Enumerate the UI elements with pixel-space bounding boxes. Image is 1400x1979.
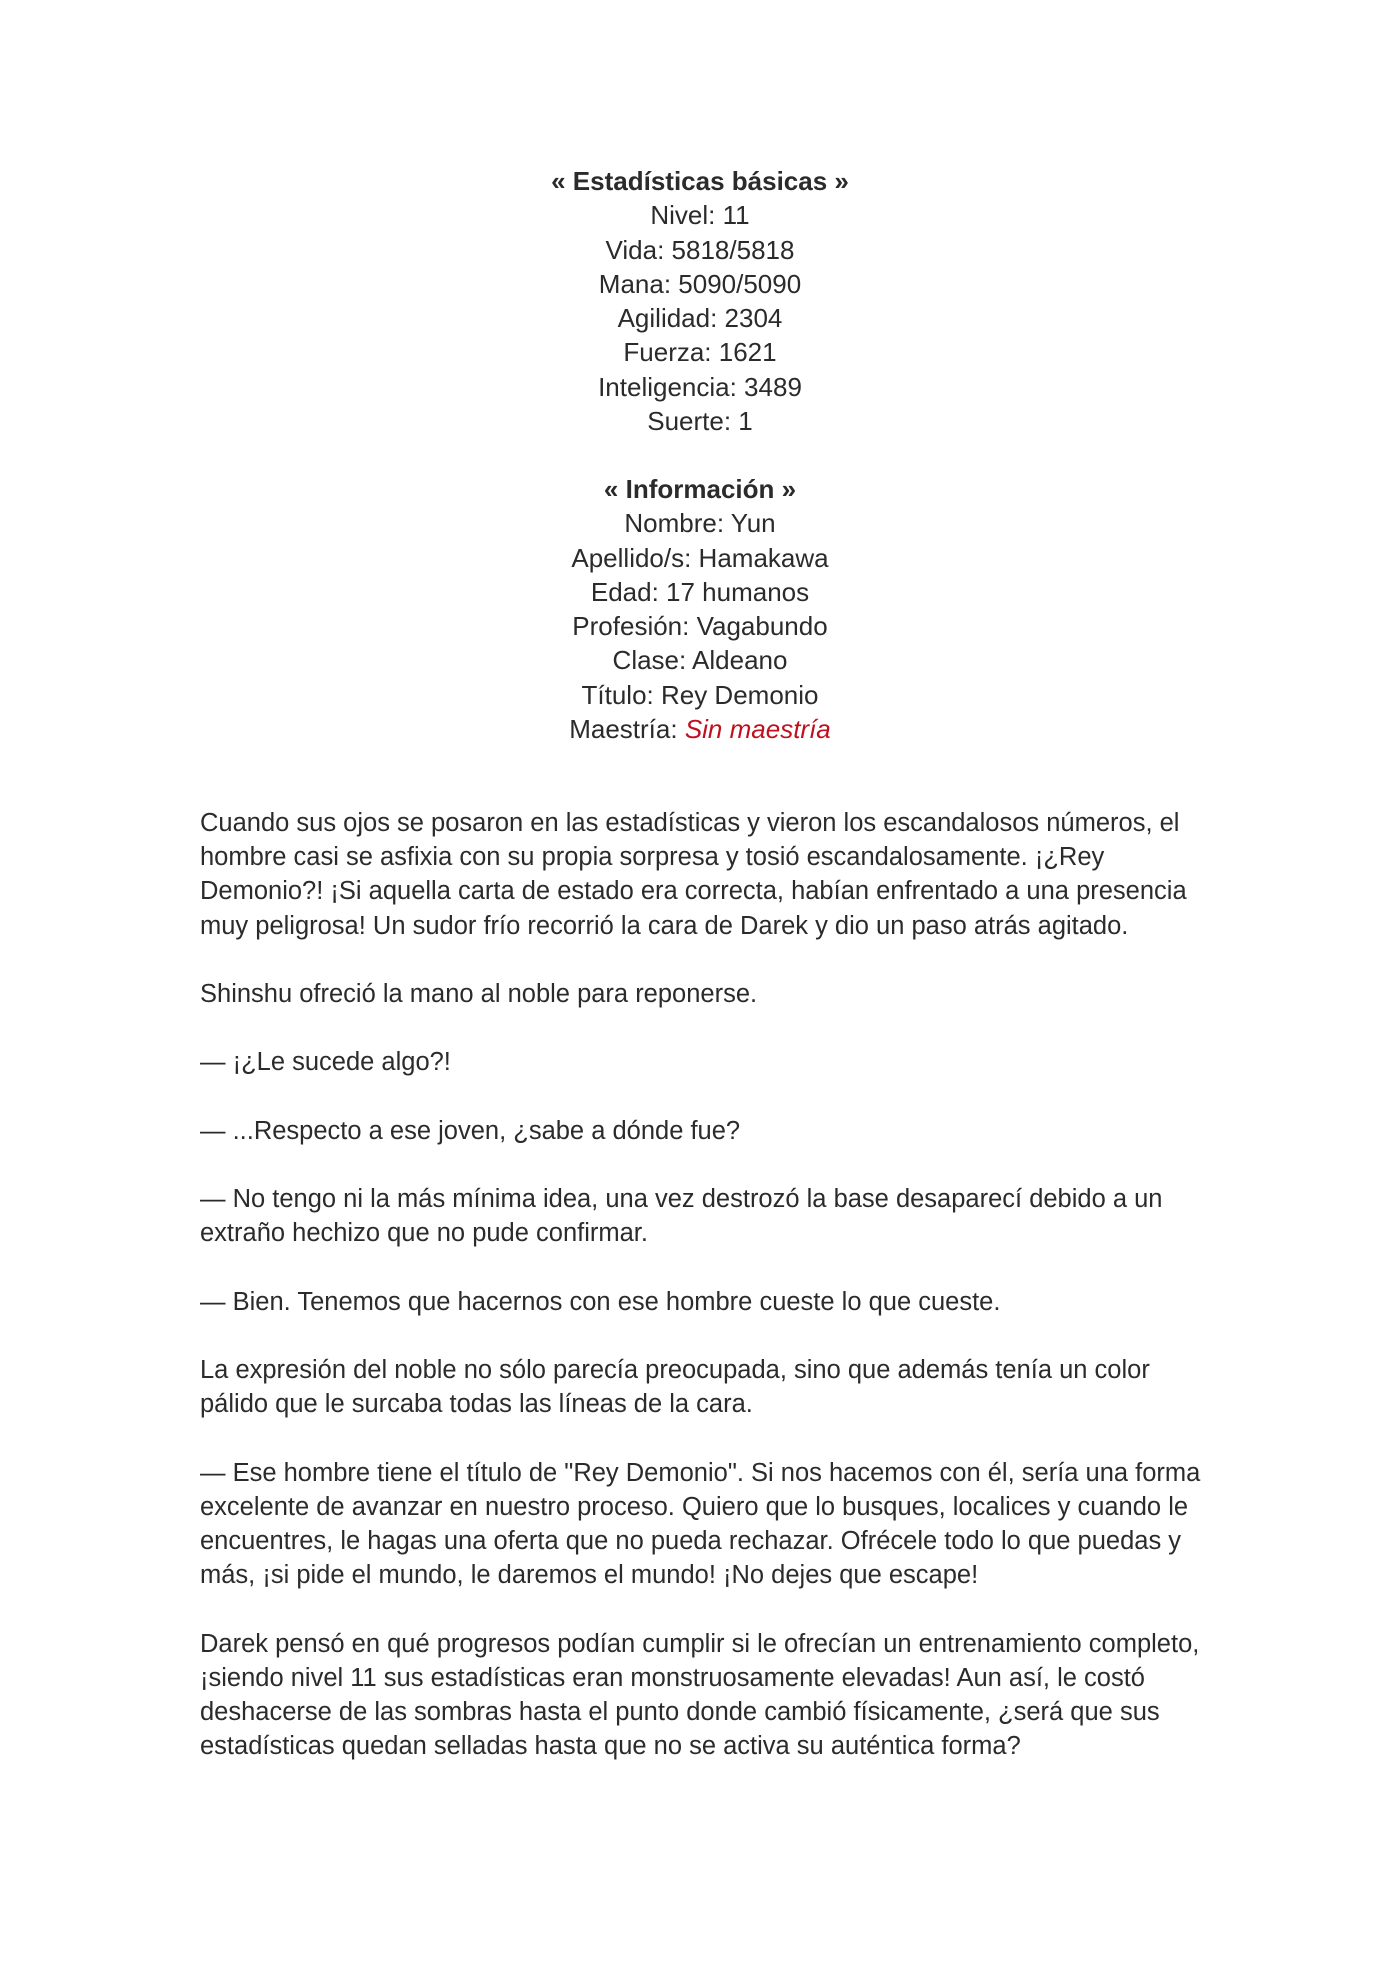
info-profession: Profesión: Vagabundo <box>572 611 828 642</box>
mastery-label: Maestría: <box>569 714 685 745</box>
info-class: Clase: Aldeano <box>612 645 788 676</box>
info-name: Nombre: Yun <box>624 508 776 539</box>
info-heading: « Información » <box>603 474 797 504</box>
info-age: Edad: 17 humanos <box>590 576 810 607</box>
paragraph: Cuando sus ojos se posaron en las estadísticas y vieron los escandalosos números, el hombre casi se asfixia con su propia sorpresa y tosió escandalosamente. ¡¿Rey Demonio?! ¡Si aquella carta de estado era correcta, habían enfrentado a una presencia muy peligrosa! Un sudor frío recorrió la cara de Darek y dio un paso atrás agitado. <box>200 809 1187 940</box>
narrative-body <box>200 806 1210 1798</box>
stat-level: Nivel: 11 <box>650 200 750 231</box>
dialogue-line: — ...Respecto a ese joven, ¿sabe a dónde fue? <box>200 1116 741 1145</box>
stat-strength: Fuerza: 1621 <box>623 337 777 368</box>
paragraph: La expresión del noble no sólo parecía preocupada, sino que además tenía un color pálido que le surcaba todas las líneas de la cara. <box>200 1356 1150 1419</box>
info-title: Título: Rey Demonio <box>581 679 819 710</box>
basic-stats-block <box>0 164 1400 438</box>
stat-agility: Agilidad: 2304 <box>617 303 783 334</box>
dialogue-line: — ¡¿Le sucede algo?! <box>200 1048 451 1077</box>
dialogue-line: — Bien. Tenemos que hacernos con ese hombre cueste lo que cueste. <box>200 1287 1001 1316</box>
mastery-value: Sin maestría <box>684 714 831 745</box>
info-surname: Apellido/s: Hamakawa <box>571 542 829 573</box>
info-block <box>0 472 1400 746</box>
info-mastery <box>0 712 1400 746</box>
stat-health: Vida: 5818/5818 <box>605 234 795 265</box>
paragraph: Shinshu ofreció la mano al noble para reponerse. <box>200 980 758 1008</box>
dialogue-line: — Ese hombre tiene el título de "Rey Demonio". Si nos hacemos con él, sería una forma excelente de avanzar en nuestro proceso. Quiero que lo busques, localices y cuando le encuentres, le hagas una oferta que no pueda rechazar. Ofrécele todo lo que puedas y más, ¡si pide el mundo, le daremos el mundo! ¡No dejes que escape! <box>200 1458 1201 1590</box>
stat-intelligence: Inteligencia: 3489 <box>598 371 802 402</box>
stat-luck: Suerte: 1 <box>647 406 753 437</box>
dialogue-line: — No tengo ni la más mínima idea, una vez destrozó la base desaparecí debido a un extraño hechizo que no pude confirmar. <box>200 1185 1163 1248</box>
paragraph: Darek pensó en qué progresos podían cumplir si le ofrecían un entrenamiento completo, ¡siendo nivel 11 sus estadísticas eran monstruosamente elevadas! Aun así, le costó deshacerse de las sombras hasta el punto donde cambió físicamente, ¿será que sus estadísticas quedan selladas hasta que no se activa su auténtica forma? <box>200 1629 1200 1761</box>
stat-mana: Mana: 5090/5090 <box>598 268 802 299</box>
basic-stats-heading: « Estadísticas básicas » <box>551 166 849 196</box>
